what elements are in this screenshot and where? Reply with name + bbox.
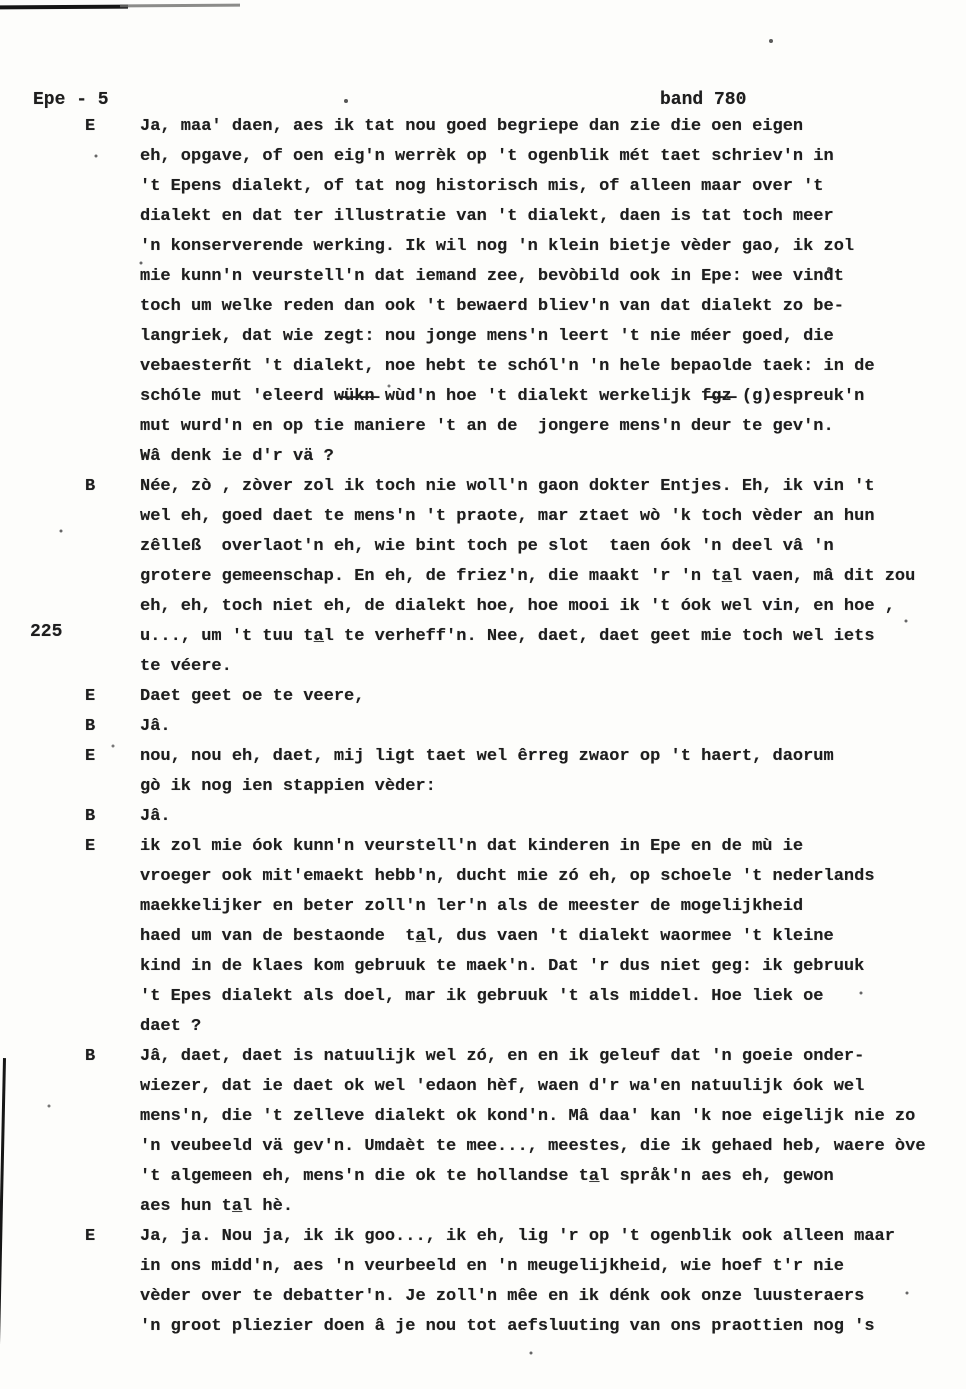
text-line: zêlleß overlaot'n eh, wie bint toch pe slot taen óok 'n deel vâ 'n: [140, 537, 834, 556]
turn-lines: [140, 712, 960, 742]
text-line: Daet geet oe te veere,: [140, 687, 365, 706]
scan-edge-artifact-top: [0, 5, 128, 10]
text-line: mens'n, die 't zelleve dialekt ok kond'n. Mâ daa' kan 'k noe eigelijk nie zo: [140, 1107, 916, 1126]
text-line: wel eh, goed daet te mens'n 't praote, mar ztaet wò 'k toch vèder an hun: [140, 507, 875, 526]
text-line: grotere gemeenschap. En eh, de friez'n, die maakt 'r 'n ta̲l vaen, mâ dit zou: [140, 567, 916, 586]
turn-lines: [140, 1042, 960, 1222]
transcript-turn: [85, 832, 960, 1042]
speaker-label: B: [85, 807, 96, 826]
text-line: gò ik nog ien stappien vèder:: [140, 777, 436, 796]
text-line: vebaesterñt 't dialekt, noe hebt te schól'n 'n hele bepaolde taek: in de: [140, 357, 875, 376]
text-line: aes hun ta̲l hè.: [140, 1197, 294, 1216]
text-line: langriek, dat wie zegt: nou jonge mens'n leert 't nie méer goed, die: [140, 327, 834, 346]
text-line: Jâ, daet, daet is natuulijk wel zó, en en ik geleuf dat 'n goeie onder-: [140, 1047, 865, 1066]
text-line: wiezer, dat ie daet ok wel 'edaon hèf, waen d'r wa'en natuulijk óok wel: [140, 1077, 865, 1096]
scan-speckles: [0, 0, 2, 2]
document-id-label: Epe - 5: [33, 90, 109, 110]
speaker-label: E: [85, 837, 96, 856]
turn-lines: [140, 832, 960, 1042]
scan-edge-artifact-left: [0, 1058, 6, 1389]
text-line: kind in de klaes kom gebruuk te maek'n. Dat 'r dus niet geg: ik gebruuk: [140, 957, 865, 976]
speaker-label: B: [85, 477, 96, 496]
scan-edge-artifact-top-faint: [120, 4, 240, 8]
transcript-turn: [85, 472, 960, 682]
text-line: te véere.: [140, 657, 232, 676]
turn-lines: [140, 682, 960, 712]
speaker-label: E: [85, 747, 96, 766]
text-line: Wâ denk ie d'r vä ?: [140, 447, 334, 466]
text-line: 'n konserverende werking. Ik wil nog 'n klein bietje vèder gao, ik zol: [140, 237, 855, 256]
text-line: 'n groot pliezier doen â je nou tot aefsluuting van ons praottien nog 's: [140, 1317, 875, 1336]
text-line: Jâ.: [140, 807, 171, 826]
text-line: u..., um 't tuu ta̲l te verheff'n. Nee, daet, daet geet mie toch wel iets: [140, 627, 875, 646]
transcript: [85, 112, 960, 1342]
text-line: Jâ.: [140, 717, 171, 736]
turn-lines: [140, 1222, 960, 1342]
turn-lines: [140, 112, 960, 472]
transcript-turn: [85, 682, 960, 712]
text-line: 'n veubeeld vä gev'n. Umdaèt te mee..., meestes, die ik gehaed heb, waere òve: [140, 1137, 926, 1156]
text-line: 't algemeen eh, mens'n die ok te hollandse ta̲l språk'n aes eh, gewon: [140, 1167, 834, 1186]
text-line: maekkelijker en beter zoll'n ler'n als de meester de mogelijkheid: [140, 897, 804, 916]
text-line: mut wurd'n en op tie maniere 't an de jongere mens'n deur te gev'n.: [140, 417, 834, 436]
text-line: toch um welke reden dan ook 't bewaerd bliev'n van dat dialekt zo be-: [140, 297, 844, 316]
speaker-label: B: [85, 717, 96, 736]
text-line: mie kunn'n veurstell'n dat iemand zee, bevòbild ook in Epe: wee vindt: [140, 267, 844, 286]
transcript-turn: [85, 742, 960, 802]
text-line: ik zol mie óok kunn'n veurstell'n dat kinderen in Epe en de mù ie: [140, 837, 804, 856]
text-line: Née, zò , zòver zol ik toch nie woll'n gaon dokter Entjes. Eh, ik vin 't: [140, 477, 875, 496]
text-line: Ja, maa' daen, aes ik tat nou goed begriepe dan zie die oen eigen: [140, 117, 804, 136]
tape-counter-number: 225: [30, 622, 63, 642]
text-line: Ja, ja. Nou ja, ik ik goo..., ik eh, lig 'r op 't ogenblik ook alleen maar: [140, 1227, 895, 1246]
tape-band-label: band 780: [660, 90, 747, 110]
transcript-turn: [85, 802, 960, 832]
text-line: dialekt en dat ter illustratie van 't dialekt, daen is tat toch meer: [140, 207, 834, 226]
text-line: vroeger ook mit'emaekt hebb'n, ducht mie zó eh, op schoele 't nederlands: [140, 867, 875, 886]
text-line: 't Epens dialekt, of tat nog historisch mis, of alleen maar over 't: [140, 177, 824, 196]
turn-lines: [140, 472, 960, 682]
transcript-turn: [85, 112, 960, 472]
text-line: eh, opgave, of oen eig'n werrèk op 't ogenblik mét taet schriev'n in: [140, 147, 834, 166]
text-line: in ons midd'n, aes 'n veurbeeld en 'n meugelijkheid, wie hoef t'r nie: [140, 1257, 844, 1276]
speaker-label: E: [85, 117, 96, 136]
transcript-turn: [85, 712, 960, 742]
transcript-turn: [85, 1222, 960, 1342]
speaker-label: B: [85, 1047, 96, 1066]
text-line: daet ?: [140, 1017, 202, 1036]
text-line: eh, eh, toch niet eh, de dialekt hoe, hoe mooi ik 't óok wel vin, en hoe ,: [140, 597, 895, 616]
turn-lines: [140, 802, 960, 832]
text-line: 't Epes dialekt als doel, mar ik gebruuk 't als middel. Hoe liek oe: [140, 987, 824, 1006]
text-line: nou, nou eh, daet, mij ligt taet wel êrreg zwaor op 't haert, daorum: [140, 747, 834, 766]
speaker-label: E: [85, 1227, 96, 1246]
text-line: schóle mut 'eleerd w̶ü̶k̶n̶ wùd'n hoe 't dialekt werkelijk f̶g̶z̶ (g)espreuk'n: [140, 387, 865, 406]
text-line: haed um van de bestaonde ta̲l, dus vaen 't dialekt waormee 't kleine: [140, 927, 834, 946]
speaker-label: E: [85, 687, 96, 706]
text-line: vèder over te debatter'n. Je zoll'n mêe en ik dénk ook onze luusteraers: [140, 1287, 865, 1306]
transcript-turn: [85, 1042, 960, 1222]
turn-lines: [140, 742, 960, 802]
